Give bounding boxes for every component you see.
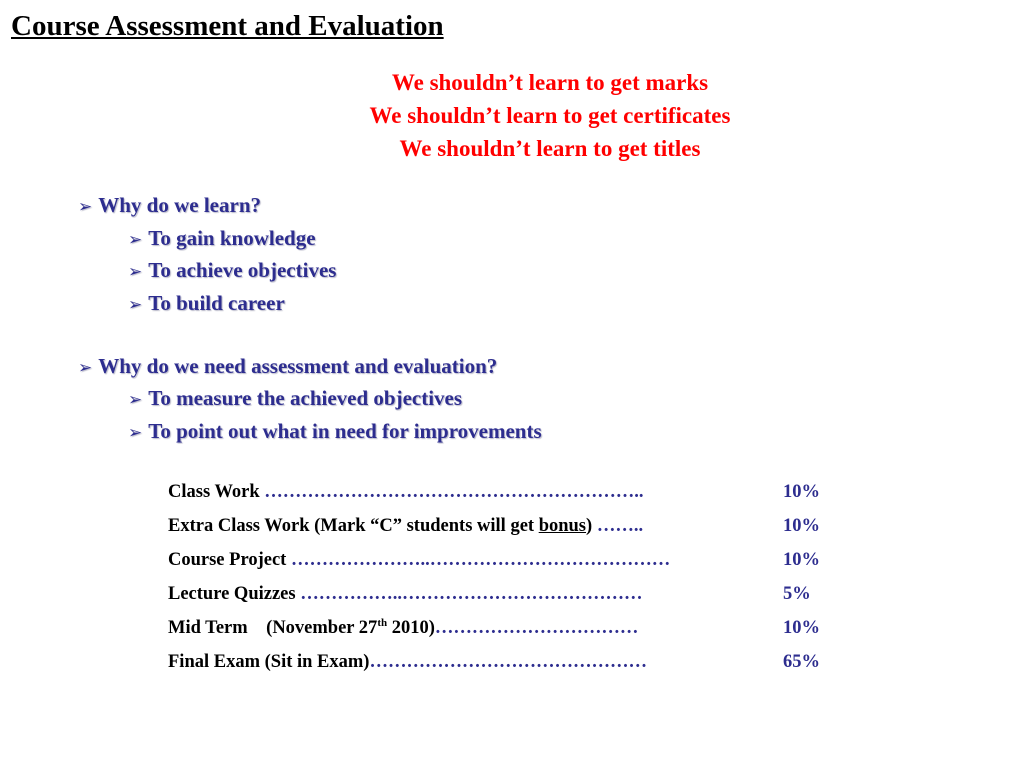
bullet-list xyxy=(78,190,542,448)
grading-percent: 10% xyxy=(783,516,820,536)
grading-label xyxy=(168,584,642,605)
arrow-right-icon: ➢ xyxy=(128,229,143,250)
arrow-right-icon: ➢ xyxy=(78,357,93,378)
motto-line: We shouldn’t learn to get certificates xyxy=(369,103,731,128)
grading-percent: 5% xyxy=(783,584,811,604)
grading-percent: 10% xyxy=(783,618,820,638)
bonus-text: bonus xyxy=(538,516,587,536)
grading-label-text: ) xyxy=(586,516,597,536)
dot-leader: …………………..………………………………… xyxy=(290,550,671,570)
grading-label xyxy=(168,482,644,503)
arrow-right-icon: ➢ xyxy=(78,197,93,217)
arrow-right-icon: ➢ xyxy=(128,262,143,282)
sub-bullet-label: To gain knowledge xyxy=(148,225,316,250)
page-title: Course Assessment and Evaluation xyxy=(11,10,444,42)
motto-line: We shouldn’t learn to get marks xyxy=(391,70,709,95)
grading-percent: 10% xyxy=(783,482,820,502)
dot-leader: …………………………… xyxy=(434,618,639,638)
sub-bullet-item xyxy=(78,383,542,416)
sub-bullet-item xyxy=(78,255,542,288)
grading-percent: 65% xyxy=(783,652,820,672)
bullet-label: Why do we need assessment and evaluation? xyxy=(98,353,498,378)
bullet-item xyxy=(78,190,542,223)
grading-label-text: Final Exam (Sit in Exam) xyxy=(168,652,370,672)
grading-label-text: Mid Term (November 27 xyxy=(168,618,378,638)
dot-leader: …………………………………………………….. xyxy=(264,482,644,502)
grading-label xyxy=(168,550,670,571)
grading-label xyxy=(168,516,643,537)
spacer xyxy=(78,320,542,351)
sub-bullet-item xyxy=(78,288,542,321)
grading-label-text: Extra Class Work (Mark “C” students will get xyxy=(168,516,539,536)
grading-label xyxy=(168,652,647,673)
sub-bullet-label: To achieve objectives xyxy=(148,258,337,282)
grading-label-text: Course Project xyxy=(168,550,291,570)
dot-leader: ……………..………………………………… xyxy=(300,584,643,604)
grading-label xyxy=(168,618,638,639)
bullet-item xyxy=(78,351,542,384)
motto-line: We shouldn’t learn to get titles xyxy=(399,136,701,161)
dot-leader: ……………………………………… xyxy=(369,652,647,672)
grading-label-text: Lecture Quizzes xyxy=(168,584,301,604)
grading-percent: 10% xyxy=(783,550,820,570)
motto-block xyxy=(300,66,800,165)
sub-bullet-label: To build career xyxy=(148,290,285,315)
sub-bullet-item xyxy=(78,223,542,256)
dot-leader: …….. xyxy=(596,516,644,536)
sub-bullet-label: To measure the achieved objectives xyxy=(148,386,463,410)
arrow-right-icon: ➢ xyxy=(128,422,143,443)
superscript: th xyxy=(377,616,388,629)
sub-bullet-label: To point out what in need for improvements xyxy=(148,418,542,443)
arrow-right-icon: ➢ xyxy=(128,390,143,410)
sub-bullet-item xyxy=(78,416,542,449)
grading-label-text: Class Work xyxy=(168,482,265,502)
arrow-right-icon: ➢ xyxy=(128,294,143,315)
bullet-label: Why do we learn? xyxy=(98,193,261,217)
grading-label-text: 2010) xyxy=(387,618,435,638)
